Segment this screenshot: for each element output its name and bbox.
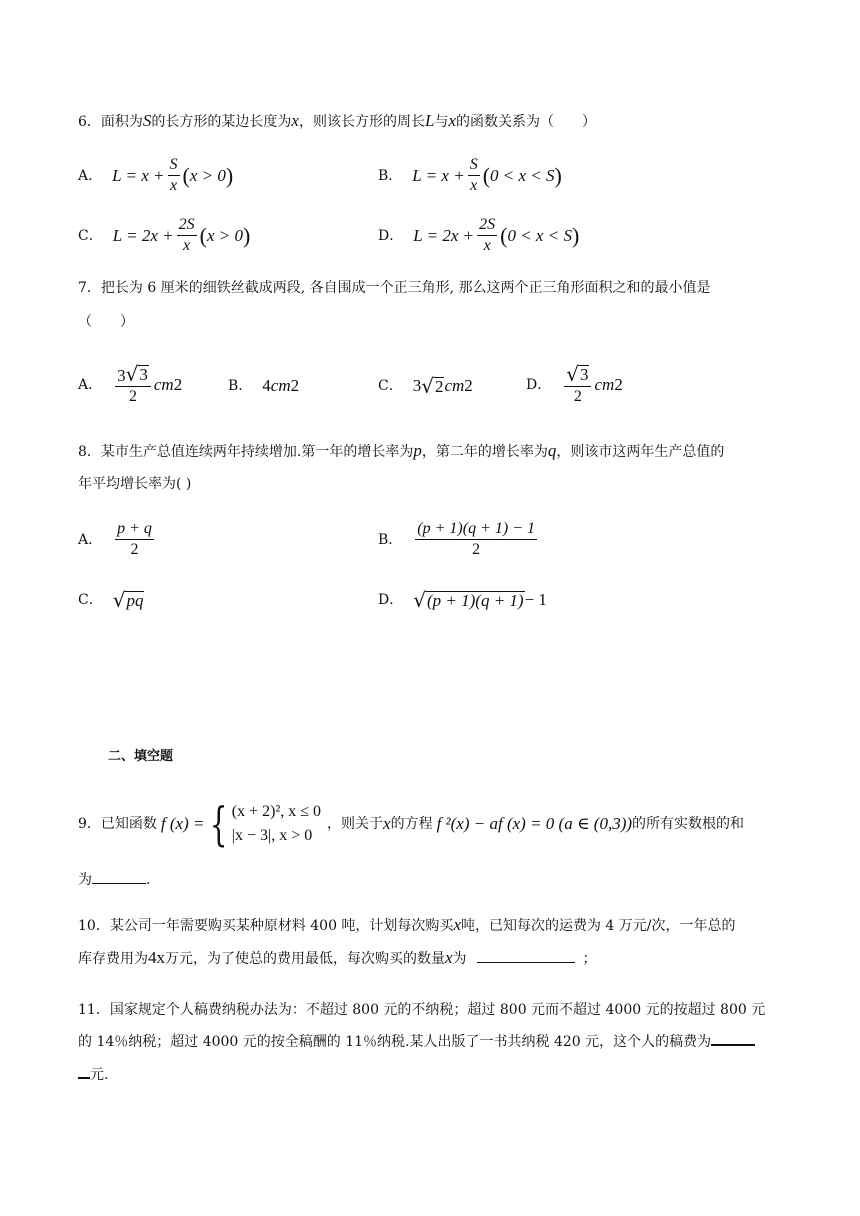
q8-text: ，第二年的增长率为 bbox=[421, 444, 548, 460]
option-letter: D． bbox=[378, 227, 404, 244]
fraction: $\frac{(p + 1)(q + 1) - 1}{2}$ bbox=[417, 520, 535, 558]
q6-text: 与 bbox=[434, 114, 449, 130]
option-letter: C． bbox=[378, 378, 403, 394]
option-letter: D． bbox=[526, 377, 552, 393]
q8-var-p: p bbox=[413, 441, 422, 460]
question-7-stem-line2: （ ） bbox=[78, 314, 134, 330]
q6-option-b[interactable]: B． L = x + $\frac{S}{x}$ ( 0 < x < S ) bbox=[378, 156, 562, 194]
section-heading: 二、填空题 bbox=[108, 749, 174, 764]
q6-text: ，则该长方形的周长 bbox=[298, 114, 425, 130]
q7-option-a[interactable]: A． 3 √ 3 2 cm 2 bbox=[78, 362, 183, 405]
option-expression: L = x + bbox=[112, 165, 165, 185]
q9-var-x: x bbox=[383, 814, 391, 833]
piecewise-definition: { (x + 2)², x ≤ 0 |x − 3|, x > 0 bbox=[210, 797, 322, 851]
question-8-stem bbox=[78, 441, 724, 462]
q10-var-x: x bbox=[453, 915, 461, 934]
option-letter: B． bbox=[228, 378, 253, 394]
q9-text: 9．已知函数 bbox=[78, 816, 157, 832]
q9-text: 的方程 bbox=[390, 816, 433, 832]
question-7-stem: 7．把长为 6 厘米的细铁丝截成两段, 各自围成一个正三角形, 那么这两个正三角形面积之和的最小值是 bbox=[78, 280, 711, 296]
option-condition: x > 0 bbox=[206, 225, 243, 245]
piecewise-case-2: |x − 3|, x > 0 bbox=[231, 827, 313, 844]
question-11-line1: 11．国家规定个人稿费纳税办法为：不超过 800 元的不纳税；超过 800 元而不超过 4000 元的按超过 800 元 bbox=[78, 1002, 766, 1018]
q6-var-l: L bbox=[424, 111, 435, 130]
option-expression: L = x + bbox=[412, 165, 465, 185]
unit: cm bbox=[270, 376, 291, 395]
question-6-stem bbox=[78, 111, 596, 132]
q7-option-c[interactable]: C． 3 √ 2 cm 2 bbox=[378, 374, 473, 398]
option-letter: C． bbox=[78, 592, 103, 608]
q6-option-a[interactable]: A． L = x + $\frac{S}{x}$ ( x > 0 ) bbox=[78, 156, 234, 194]
fraction: $\frac{p + q}{2}$ bbox=[117, 520, 152, 558]
q8-text: 8．某市生产总值连续两年持续增加.第一年的增长率为 bbox=[78, 444, 414, 460]
option-condition: 0 < x < S bbox=[490, 165, 555, 185]
fraction: 3 √ 3 2 bbox=[115, 364, 151, 406]
q6-var-s: S bbox=[142, 111, 152, 130]
piecewise-case-1: (x + 2)², x ≤ 0 bbox=[231, 803, 322, 820]
option-letter: B． bbox=[378, 531, 403, 548]
option-expression: L = 2x + bbox=[112, 225, 174, 245]
option-letter: C． bbox=[78, 227, 103, 244]
q6-text: 的函数关系为（ ） bbox=[455, 114, 596, 130]
fraction: $\frac{S}{x}$ bbox=[469, 156, 478, 194]
q6-option-c[interactable]: C． L = 2x + $\frac{2S}{x}$ ( x > 0 ) bbox=[78, 216, 251, 254]
answer-blank[interactable] bbox=[711, 1044, 755, 1046]
unit: cm bbox=[444, 376, 465, 395]
question-11-line3: 元. bbox=[78, 1065, 108, 1085]
option-letter: D． bbox=[378, 592, 404, 608]
q9-function: f (x) = bbox=[160, 814, 205, 833]
option-tail: − 1 bbox=[524, 590, 547, 609]
answer-blank-continued[interactable] bbox=[78, 1077, 90, 1079]
q10-var-x: x bbox=[445, 948, 453, 967]
q9-text: 的所有实数根的和 bbox=[632, 816, 745, 832]
fraction: $\frac{S}{x}$ bbox=[169, 156, 178, 194]
q6-var-x: x bbox=[448, 111, 456, 130]
q6-text: 6．面积为 bbox=[78, 114, 143, 130]
q6-option-d[interactable]: D． L = 2x + $\frac{2S}{x}$ ( 0 < x < S ) bbox=[378, 216, 580, 254]
question-10-line2: 库存费用为4x万元，为了使总的费用最低，每次购买的数量x为 ； bbox=[78, 948, 597, 967]
option-condition: 0 < x < S bbox=[507, 225, 572, 245]
q7-option-b[interactable]: B． 4 cm 2 bbox=[228, 376, 300, 395]
option-letter: B． bbox=[378, 167, 403, 184]
q6-var-x: x bbox=[291, 111, 299, 130]
option-letter: A． bbox=[78, 377, 103, 393]
question-11-line2: 的 14％纳税；超过 4000 元的按全稿酬的 11％纳税.某人出版了一书共纳税 420 元，这个人的稿费为 bbox=[78, 1032, 755, 1052]
option-expression: L = 2x + bbox=[413, 225, 475, 245]
q7-option-d[interactable]: D． √ 3 2 cm 2 bbox=[526, 362, 623, 405]
question-9-line2: 为 . bbox=[78, 872, 151, 888]
q8-text: ，则该市这两年生产总值的 bbox=[556, 444, 725, 460]
answer-blank[interactable] bbox=[477, 962, 575, 963]
answer-blank[interactable] bbox=[92, 883, 146, 884]
option-letter: A． bbox=[78, 531, 103, 548]
q8-option-b[interactable] bbox=[378, 520, 540, 559]
fraction: $\frac{2S}{x}$ bbox=[178, 216, 195, 254]
option-value: 4 bbox=[262, 376, 271, 395]
unit: cm bbox=[594, 375, 615, 394]
question-8-stem-line2: 年平均增长率为( ) bbox=[78, 476, 192, 492]
question-10-line1: 10．某公司一年需要购买某种原材料 400 吨，计划每次购买x吨，已知每次的运费为 4 万元/次，一年总的 bbox=[78, 915, 736, 934]
q10-expression: 4x bbox=[148, 948, 165, 967]
q6-text: 的长方形的某边长度为 bbox=[151, 114, 292, 130]
option-value: 3 bbox=[412, 376, 422, 395]
q8-var-q: q bbox=[547, 441, 557, 460]
question-9-stem bbox=[78, 797, 745, 851]
q8-option-d[interactable]: D． √ (p + 1)(q + 1) − 1 bbox=[378, 588, 547, 612]
q8-option-a[interactable] bbox=[78, 520, 157, 559]
option-letter: A． bbox=[78, 167, 103, 184]
option-condition: x > 0 bbox=[189, 165, 226, 185]
unit: cm bbox=[153, 375, 174, 394]
q9-equation: f ²(x) − af (x) = 0 (a ∈ (0,3)) bbox=[436, 814, 633, 833]
fraction: √ 3 2 bbox=[564, 364, 591, 406]
q9-text: ，则关于 bbox=[327, 816, 384, 832]
q8-option-c[interactable]: C． √ pq bbox=[78, 588, 144, 612]
fraction: $\frac{2S}{x}$ bbox=[479, 216, 496, 254]
